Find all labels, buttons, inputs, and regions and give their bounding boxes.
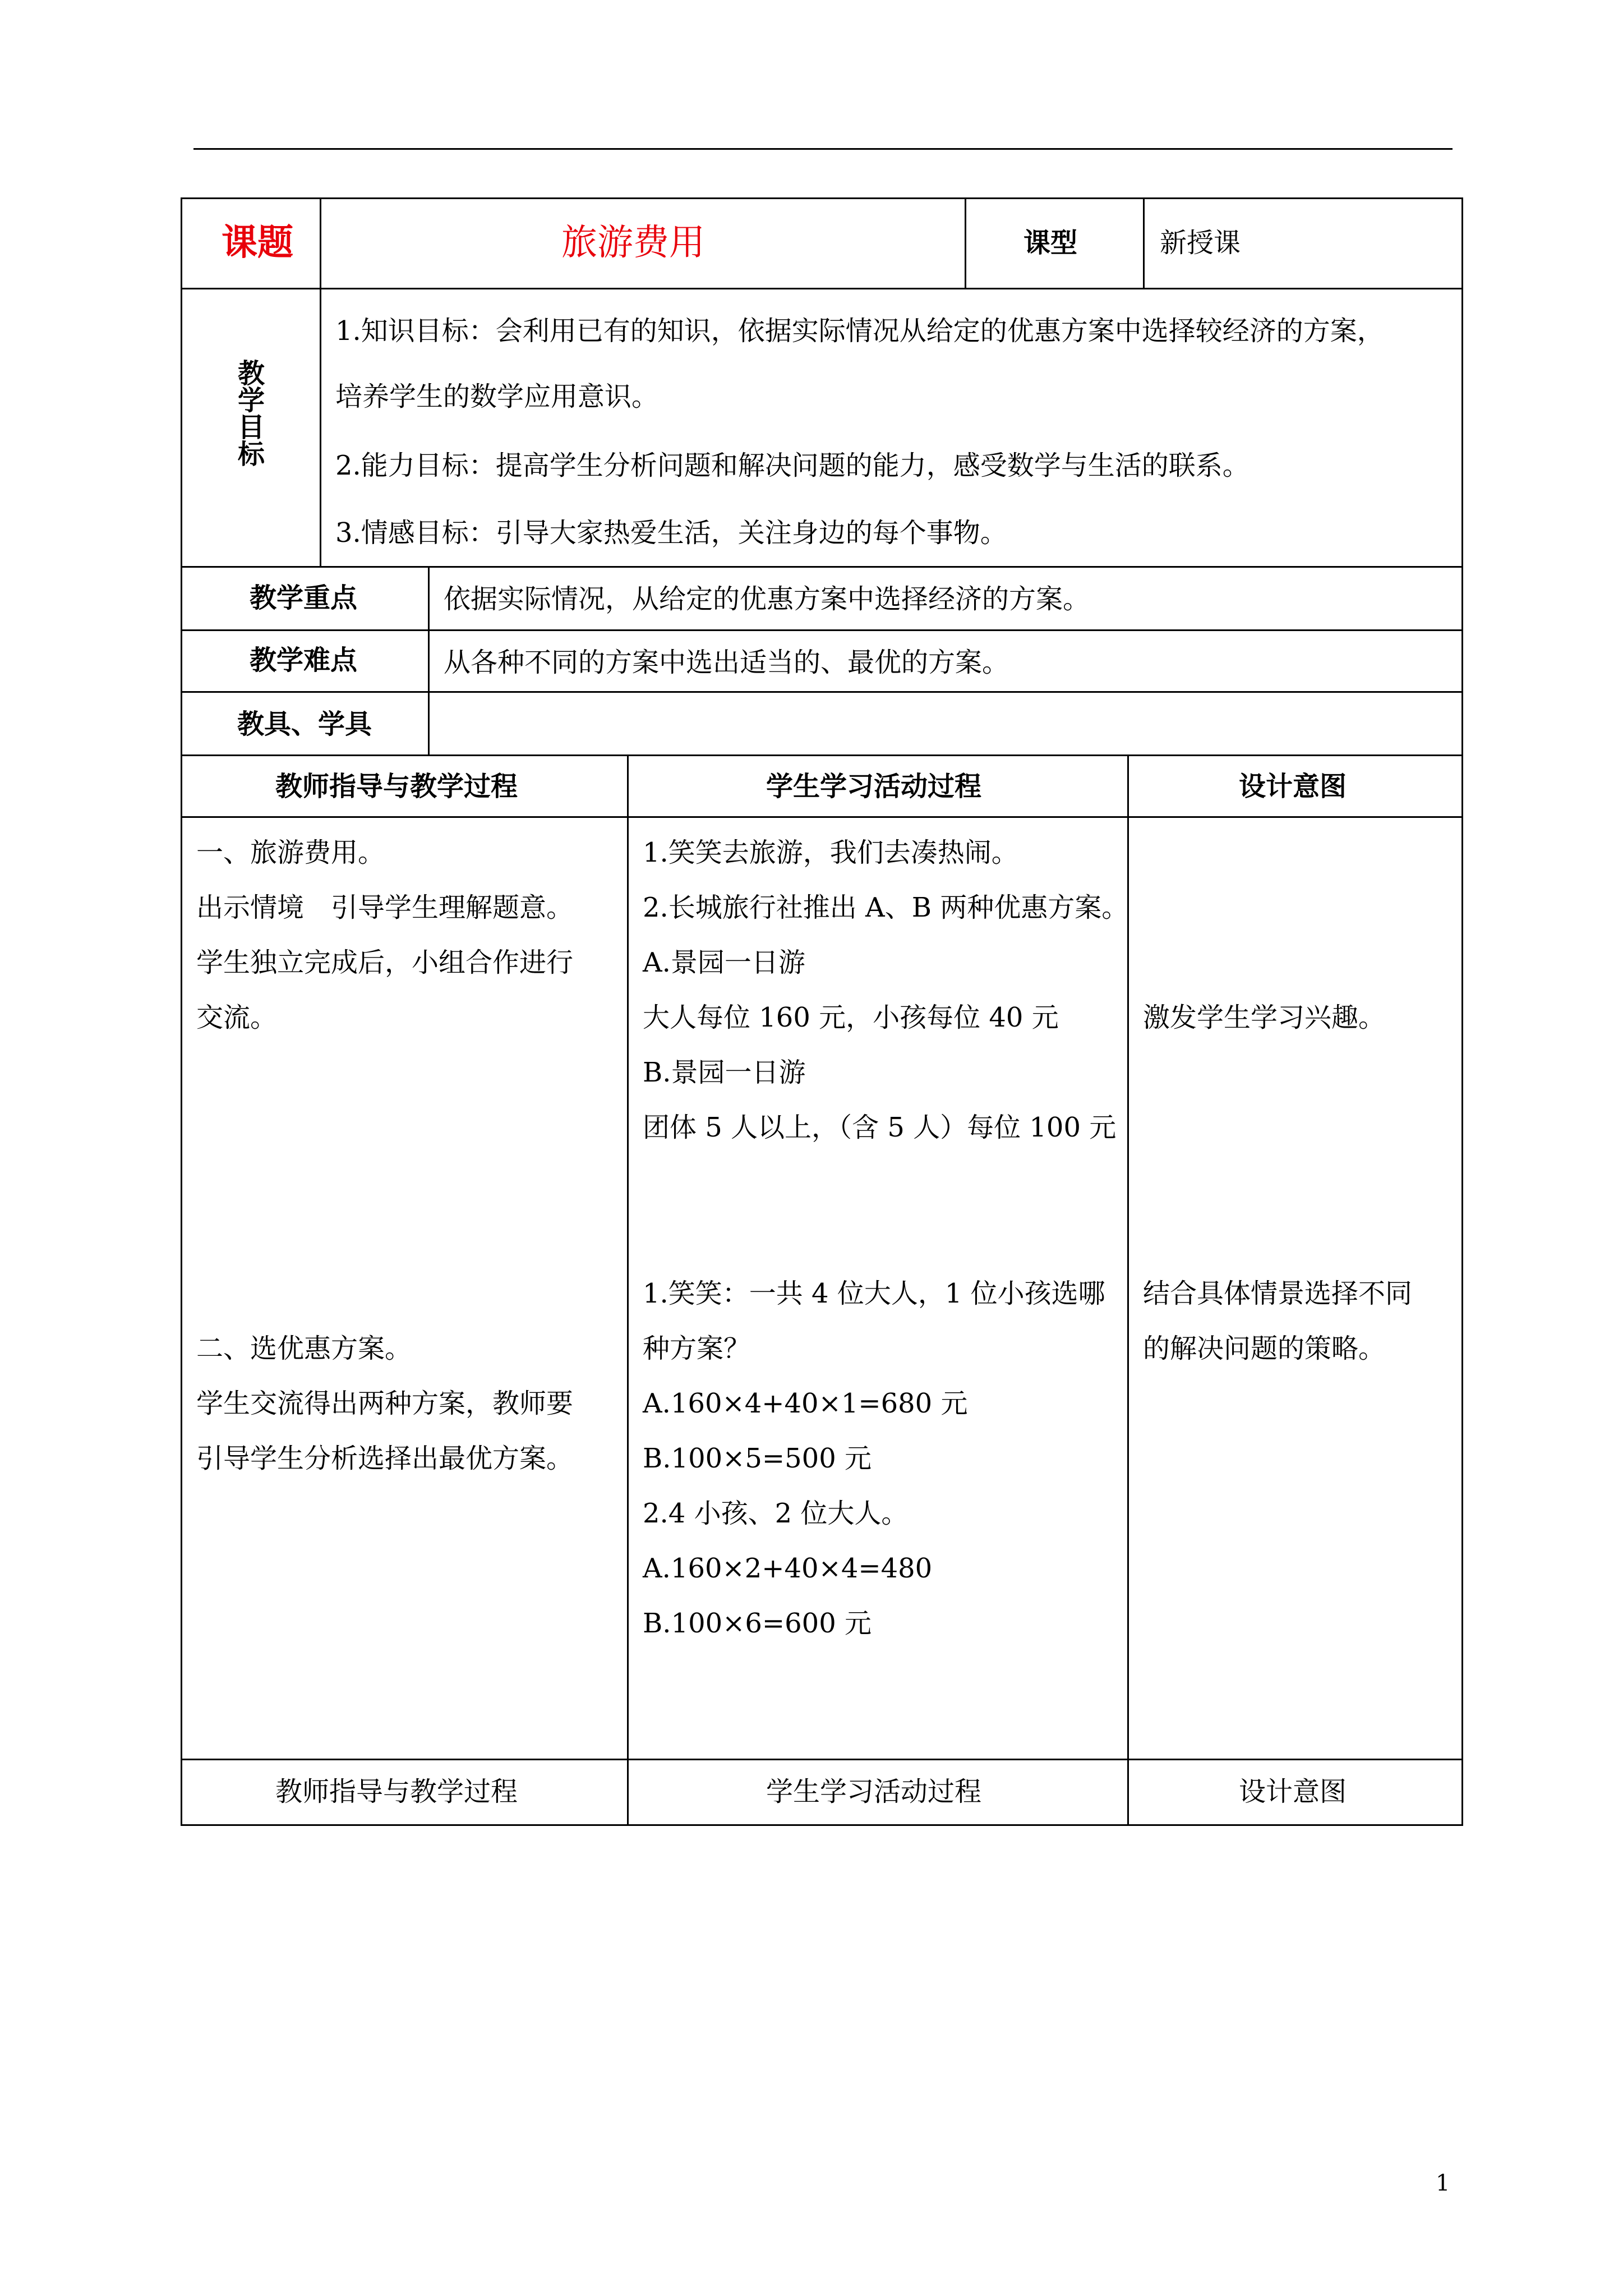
teacher-line: 出示情境 引导学生理解题意。 [196, 892, 574, 923]
student-line: B.100×6=600 元 [643, 1608, 872, 1639]
student-line: B.景园一日游 [643, 1057, 806, 1088]
lesson-plan-table [181, 197, 1463, 1826]
teacher-header: 教师指导与教学过程 [275, 771, 518, 802]
goals-label: 教 学 目 标 [237, 358, 265, 470]
teacher-line: 学生独立完成后，小组合作进行 [196, 947, 574, 978]
student-line: 1.笑笑：一共 4 位大人，1 位小孩选哪 [643, 1278, 1105, 1309]
footer-teacher-cell [182, 1760, 627, 1824]
key-point-text: 依据实际情况，从给定的优惠方案中选择经济的方案。 [444, 583, 1090, 615]
footer-intent-header: 设计意图 [1239, 1776, 1347, 1807]
student-line: B.100×5=500 元 [643, 1443, 872, 1474]
student-line: 大人每位 160 元，小孩每位 40 元 [643, 1002, 1059, 1033]
goal-knowledge-line1: 1.知识目标：会利用已有的知识，依据实际情况从给定的优惠方案中选择较经济的方案， [335, 315, 1384, 347]
process-body-row [182, 816, 1461, 1759]
page-number: 1 [1436, 2170, 1450, 2196]
student-line: 种方案？ [643, 1333, 751, 1364]
student-line: A.160×2+40×4=480 [643, 1553, 933, 1584]
header-rule [193, 148, 1453, 150]
tools-row [182, 691, 1461, 754]
student-line: 1.笑笑去旅游，我们去凑热闹。 [643, 837, 1018, 868]
key-point-row [182, 566, 1461, 629]
key-point-cell [428, 568, 1461, 629]
footer-student-cell [627, 1760, 1127, 1824]
key-point-label: 教学重点 [250, 582, 358, 614]
intent-header: 设计意图 [1239, 771, 1347, 802]
type-cell [1143, 199, 1461, 288]
topic-row [182, 199, 1461, 288]
tools-cell [428, 693, 1461, 754]
student-line: 团体 5 人以上，（含 5 人）每位 100 元 [643, 1112, 1117, 1143]
type-value: 新授课 [1160, 227, 1241, 259]
student-line: A.160×4+40×1=680 元 [643, 1388, 968, 1419]
student-line: A.景园一日游 [643, 947, 805, 978]
footer-student-header: 学生学习活动过程 [766, 1776, 982, 1807]
process-header-row [182, 754, 1461, 816]
intent-line: 结合具体情景选择不同 [1143, 1278, 1413, 1309]
goal-ability: 2.能力目标：提高学生分析问题和解决问题的能力，感受数学与生活的联系。 [335, 450, 1249, 481]
intent-line: 的解决问题的策略。 [1143, 1333, 1386, 1364]
tools-label: 教具、学具 [237, 708, 372, 740]
teacher-line: 二、选优惠方案。 [196, 1333, 412, 1364]
type-label: 课型 [1023, 227, 1078, 259]
footer-intent-cell [1127, 1760, 1461, 1824]
difficulty-cell [428, 631, 1461, 691]
student-header-cell [627, 756, 1127, 816]
goals-row [182, 288, 1461, 566]
intent-line: 激发学生学习兴趣。 [1143, 1002, 1386, 1033]
topic-cell [320, 199, 965, 288]
difficulty-label: 教学难点 [250, 645, 358, 676]
student-col [627, 818, 1127, 1759]
intent-col [1127, 818, 1461, 1759]
student-line: 2.长城旅行社推出 A、B 两种优惠方案。 [643, 892, 1129, 923]
goals-cell [320, 288, 1461, 566]
teacher-line: 一、旅游费用。 [196, 837, 385, 868]
goal-emotion: 3.情感目标：引导大家热爱生活，关注身边的每个事物。 [335, 517, 1007, 549]
student-line: 2.4 小孩、2 位大人。 [643, 1498, 909, 1529]
footer-teacher-header: 教师指导与教学过程 [275, 1776, 518, 1807]
difficulty-row [182, 629, 1461, 691]
goal-knowledge-line2: 培养学生的数学应用意识。 [335, 381, 659, 412]
difficulty-text: 从各种不同的方案中选出适当的、最优的方案。 [444, 647, 1009, 678]
topic-title: 旅游费用 [561, 222, 705, 264]
footer-header-row [182, 1759, 1461, 1824]
student-header: 学生学习活动过程 [766, 771, 982, 802]
type-label-cell [965, 199, 1143, 288]
intent-header-cell [1127, 756, 1461, 816]
teacher-line: 学生交流得出两种方案，教师要 [196, 1388, 574, 1419]
topic-label: 课题 [222, 222, 293, 264]
teacher-line: 引导学生分析选择出最优方案。 [196, 1443, 574, 1474]
teacher-col [182, 818, 627, 1759]
teacher-header-cell [182, 756, 627, 816]
teacher-line: 交流。 [196, 1002, 278, 1033]
